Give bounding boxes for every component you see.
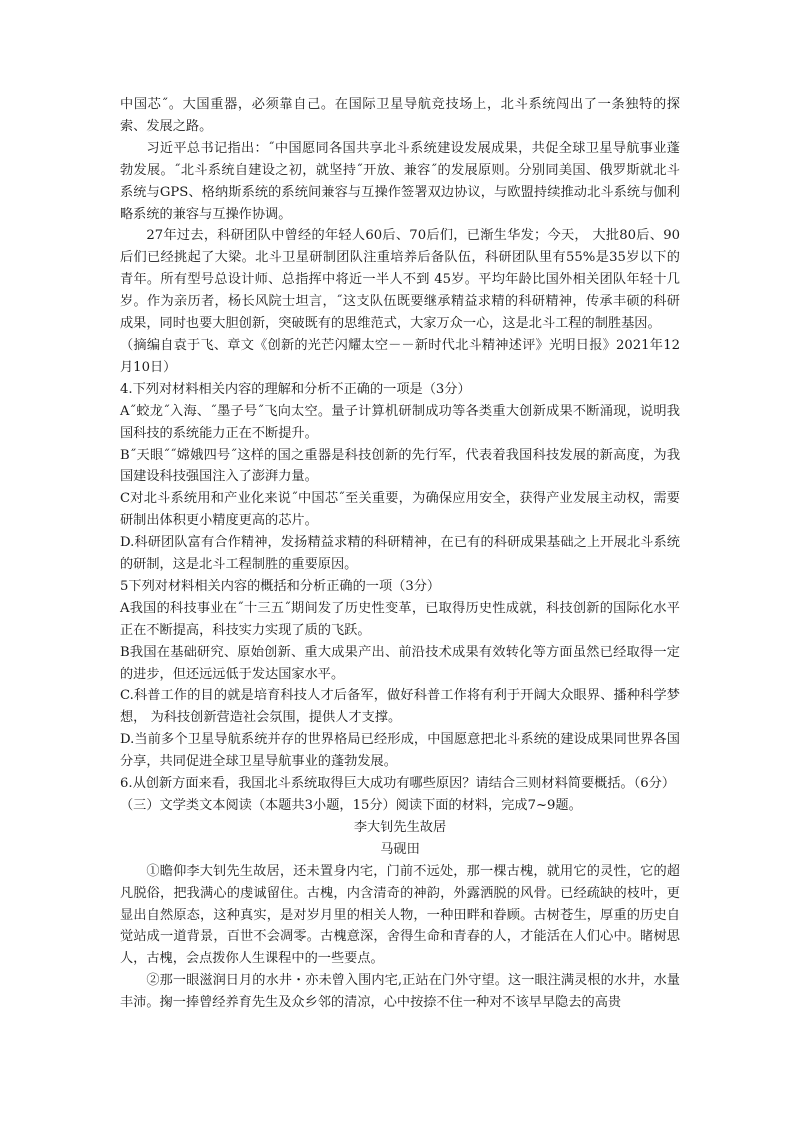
question-4-option-b: B˝天眼˝˝嫦娥四号˝这样的国之重器是科技创新的先行军，代表着我国科技发展的新高度，为我国建设科技强国注入了澎湃力量。 bbox=[120, 447, 680, 485]
essay-author: 马砚田 bbox=[380, 841, 420, 857]
essay-paragraph-2: ②那一眼滋润日月的水井・亦未曾入围内宅,正站在门外守望。这一眼注满灵根的水井，水量丰沛。掬一捧曾经养育先生及众乡邻的清凉，心中按捺不住一种对不该早早隐去的高贵 bbox=[120, 973, 680, 1011]
question-5-option-a: A我国的科技事业在˝十三五˝期间发了历史性变革，已取得历史性成就，科技创新的国际化水平正在不断提高，科技实力实现了质的飞跃。 bbox=[120, 600, 680, 638]
question-4-stem: 4.下列对材料相关内容的理解和分析不正确的一项是（3分） bbox=[120, 381, 471, 397]
question-6: 6.从创新方面来看，我国北斗系统取得巨大成功有哪些原因？请结合三则材料简要概括。（6分） bbox=[120, 776, 676, 792]
question-5-option-b: B我国在基础研究、原始创新、重大成果产出、前沿技术成果有效转化等方面虽然已经取得一定的进步，但还远远低于发达国家水平。 bbox=[120, 644, 680, 682]
paragraph-continuation: 中国芯˝。大国重器，必须靠自己。在国际卫星导航竞技场上，北斗系统闯出了一条独特的探索、发展之路。 bbox=[120, 97, 680, 134]
question-4-option-d: D.科研团队富有合作精神，发扬精益求精的科研精神，在已有的科研成果基础之上开展北斗系统的研制，这是北斗工程制胜的重要原因。 bbox=[120, 535, 680, 573]
question-5-stem: 5下列对材料相关内容的概括和分析正确的一项（3分） bbox=[120, 578, 441, 594]
paragraph-research-team: 27年过去，科研团队中曾经的年轻人60后、70后们，已渐生华发；今天， 大批80后、90后们已经挑起了大梁。北斗卫星研制团队注重培养后备队伍，科研团队里有55%是35岁以下的青年。所有型号总设计师、总指挥中将近一半人不到 45岁。平均年龄比国外相关团队年轻十几岁。作为亲历者，杨长风院士坦言，˝这支队伍既要继承精益求精的科研精神，传承丰硕的科研成果，同时也要大胆创新，突破既有的思维范式，大家万众一心，这是北斗工程的制胜基因。 bbox=[120, 228, 680, 332]
question-5-option-c: C.科普工作的目的就是培育科技人才后备军，做好科普工作将有利于开阔大众眼界、播种科学梦想， 为科技创新营造社会氛围，提供人才支撑。 bbox=[120, 688, 680, 726]
question-5-option-d: D.当前多个卫星导航系统并存的世界格局已经形成，中国愿意把北斗系统的建设成果同世界各国分享，共同促进全球卫星导航事业的蓬勃发展。 bbox=[120, 732, 680, 770]
essay-paragraph-1: ①瞻仰李大钊先生故居，还未置身内宅，门前不远处，那一棵古槐，就用它的灵性，它的超凡脱俗，把我满心的虔诚留住。古槐，内含清奇的神韵，外露洒脱的风骨。已经疏缺的枝叶，更显出自然原态，这种真实，是对岁月里的相关人物，一种田畔和眷顾。古树苍生，厚重的历史自觉站成一道背景，百世不会凋零。古槐意深，舍得生命和青春的人，才能活在人们心中。睹树思人，古槐，会点拨你人生课程中的一些要点。 bbox=[120, 863, 680, 967]
question-4-option-c: C对北斗系统用和产业化来说˝中国芯˝至关重要，为确保应用安全，获得产业发展主动权，需要研制出体积更小精度更高的芯片。 bbox=[120, 491, 680, 529]
paragraph-xi-quote: 习近平总书记指出：˝中国愿同各国共享北斗系统建设发展成果，共促全球卫星导航事业蓬勃发展。˝北斗系统自建设之初，就坚持˝开放、兼容˝的发展原则。分别同美国、俄罗斯就北斗系统与GPS、格纳斯系统的系统间兼容与互操作签署双边协议，与欧盟持续推动北斗系统与伽利略系统的兼容与互操作协调。 bbox=[120, 140, 680, 222]
section-3-heading: （三）文学类文本阅读（本题共3小题，15分）阅读下面的材料，完成7~9题。 bbox=[120, 798, 582, 813]
essay-title: 李大钊先生故居 bbox=[353, 819, 447, 835]
question-4-option-a: A˝蛟龙˝入海、˝墨子号˝飞向太空。量子计算机研制成功等各类重大创新成果不断涌现，说明我国科技的系统能力正在不断提升。 bbox=[120, 403, 680, 441]
document-page bbox=[120, 94, 680, 1014]
source-citation: （摘编自袁于飞、章文《创新的光芒闪耀太空－－新时代北斗精神述评》光明日报》2021年12月10日） bbox=[120, 337, 680, 375]
